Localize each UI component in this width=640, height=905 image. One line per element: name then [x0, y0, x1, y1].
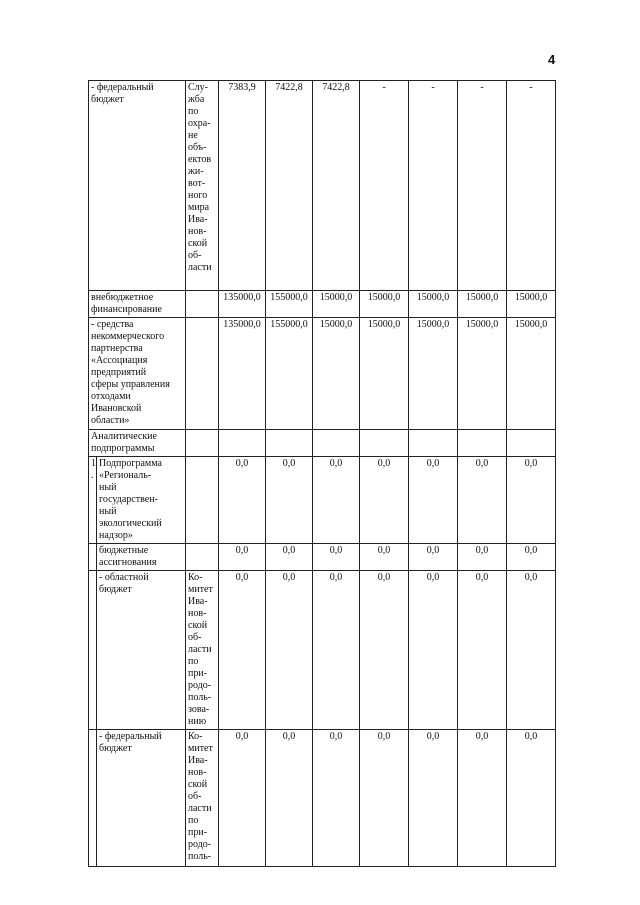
- empty-cell: [186, 430, 219, 457]
- executor-line: Слу-: [188, 82, 208, 93]
- table-row: [89, 730, 556, 867]
- value-cell: 15000,0: [409, 318, 458, 430]
- row-label-line: надзор»: [99, 530, 133, 541]
- executor-line: ской: [188, 238, 208, 249]
- value-cell: 0,0: [313, 544, 360, 571]
- value-cell: 15000,0: [458, 291, 507, 318]
- empty-cell: [360, 430, 409, 457]
- value-cell: 15000,0: [313, 318, 360, 430]
- executor-line: ного: [188, 190, 208, 201]
- empty-cell: [409, 430, 458, 457]
- row-label: [89, 318, 186, 430]
- executor-cell: [186, 544, 219, 571]
- executor-line: вот-: [188, 178, 206, 189]
- row-label-line: области»: [91, 415, 130, 426]
- value-cell: 0,0: [409, 730, 458, 867]
- executor-line: ласти: [188, 644, 212, 655]
- executor-line: Ива-: [188, 755, 208, 766]
- value-cell: 15000,0: [507, 318, 556, 430]
- value-cell: 0,0: [219, 730, 266, 867]
- value-cell: 0,0: [507, 457, 556, 544]
- executor-line: по: [188, 815, 199, 826]
- row-index: [89, 730, 97, 867]
- value-cell: 135000,0: [219, 291, 266, 318]
- value-cell: 0,0: [360, 730, 409, 867]
- value-cell: 0,0: [360, 544, 409, 571]
- executor-line: жи-: [188, 166, 204, 177]
- table-row: [89, 81, 556, 291]
- row-label-line: экологический: [99, 518, 162, 529]
- row-label: [97, 571, 186, 730]
- value-cell: 0,0: [458, 730, 507, 867]
- section-label-line: Аналитические: [91, 431, 157, 442]
- empty-cell: [266, 430, 313, 457]
- row-label-line: - федеральный: [99, 731, 162, 742]
- row-label-line: ный: [99, 482, 117, 493]
- value-cell: 0,0: [266, 730, 313, 867]
- row-label-line: бюджет: [99, 584, 132, 595]
- executor-cell: [186, 571, 219, 730]
- row-index: [89, 544, 97, 571]
- row-index: 1.: [89, 457, 97, 544]
- executor-line: нию: [188, 716, 207, 727]
- value-cell: 7422,8: [313, 81, 360, 291]
- row-label: [97, 730, 186, 867]
- value-cell: 0,0: [266, 571, 313, 730]
- executor-cell: [186, 291, 219, 318]
- empty-cell: [458, 430, 507, 457]
- executor-line: об-: [188, 632, 202, 643]
- row-label-line: - федеральный: [91, 82, 154, 93]
- executor-line: мира: [188, 202, 210, 213]
- value-cell: 0,0: [219, 544, 266, 571]
- value-cell: 15000,0: [360, 318, 409, 430]
- row-label-line: бюджет: [99, 743, 132, 754]
- executor-line: нов-: [188, 767, 207, 778]
- executor-line: митет: [188, 584, 213, 595]
- budget-table: [88, 80, 556, 867]
- value-cell: 15000,0: [507, 291, 556, 318]
- row-label-line: отходами: [91, 391, 131, 402]
- row-label-line: Ивановской: [91, 403, 142, 414]
- value-cell: 0,0: [507, 544, 556, 571]
- value-cell: 7422,8: [266, 81, 313, 291]
- row-label: [97, 457, 186, 544]
- row-label-line: бюджет: [91, 94, 124, 105]
- row-label-line: ассигнования: [99, 557, 157, 568]
- section-label-line: подпрограммы: [91, 443, 155, 454]
- page-number: 4: [548, 52, 556, 67]
- section-label: [89, 430, 186, 457]
- row-label-line: внебюджетное: [91, 292, 154, 303]
- value-cell: 0,0: [266, 544, 313, 571]
- executor-line: Ива-: [188, 214, 208, 225]
- executor-line: ектов: [188, 154, 212, 165]
- value-cell: 0,0: [458, 571, 507, 730]
- row-index: [89, 571, 97, 730]
- value-cell: 0,0: [507, 730, 556, 867]
- value-cell: 0,0: [360, 571, 409, 730]
- value-cell: 155000,0: [266, 291, 313, 318]
- executor-line: Ко-: [188, 731, 203, 742]
- executor-line: по: [188, 106, 199, 117]
- row-label: [89, 291, 186, 318]
- value-cell: 15000,0: [360, 291, 409, 318]
- row-label-line: финансирование: [91, 304, 162, 315]
- executor-cell: [186, 81, 219, 291]
- row-label-line: - областной: [99, 572, 149, 583]
- value-cell: 15000,0: [313, 291, 360, 318]
- executor-line: зова-: [188, 704, 210, 715]
- executor-line: не: [188, 130, 198, 141]
- table-row: [89, 571, 556, 730]
- executor-line: поль-: [188, 692, 212, 703]
- value-cell: 7383,9: [219, 81, 266, 291]
- value-cell: 0,0: [409, 457, 458, 544]
- value-cell: 15000,0: [458, 318, 507, 430]
- value-cell: 0,0: [313, 571, 360, 730]
- executor-line: нов-: [188, 226, 207, 237]
- value-cell: 135000,0: [219, 318, 266, 430]
- executor-line: об-: [188, 791, 202, 802]
- executor-line: ласти: [188, 262, 212, 273]
- row-label-line: сферы управления: [91, 379, 170, 390]
- executor-line: Ко-: [188, 572, 203, 583]
- executor-line: охра-: [188, 118, 211, 129]
- executor-line: объ-: [188, 142, 207, 153]
- value-cell: 0,0: [360, 457, 409, 544]
- row-label-line: некоммерческого: [91, 331, 165, 342]
- executor-line: митет: [188, 743, 213, 754]
- executor-cell: [186, 730, 219, 867]
- table-row: [89, 430, 556, 457]
- value-cell: -: [360, 81, 409, 291]
- row-label-line: - средства: [91, 319, 134, 330]
- table-row: [89, 291, 556, 318]
- row-label-line: «Ассоциация: [91, 355, 148, 366]
- executor-cell: [186, 318, 219, 430]
- executor-line: при-: [188, 827, 208, 838]
- executor-line: об-: [188, 250, 202, 261]
- value-cell: 0,0: [219, 571, 266, 730]
- executor-line: ласти: [188, 803, 212, 814]
- value-cell: 0,0: [458, 544, 507, 571]
- executor-line: ской: [188, 620, 208, 631]
- value-cell: 0,0: [507, 571, 556, 730]
- value-cell: 0,0: [313, 457, 360, 544]
- row-label-line: государствен-: [99, 494, 158, 505]
- value-cell: -: [409, 81, 458, 291]
- empty-cell: [313, 430, 360, 457]
- row-label-line: «Региональ-: [99, 470, 152, 481]
- executor-line: родо-: [188, 839, 212, 850]
- empty-cell: [507, 430, 556, 457]
- executor-line: жба: [188, 94, 205, 105]
- executor-line: нов-: [188, 608, 207, 619]
- table-row: [89, 457, 556, 544]
- empty-cell: [219, 430, 266, 457]
- value-cell: 155000,0: [266, 318, 313, 430]
- executor-line: родо-: [188, 680, 212, 691]
- row-label-line: предприятий: [91, 367, 147, 378]
- value-cell: 0,0: [313, 730, 360, 867]
- row-label-line: ный: [99, 506, 117, 517]
- row-label-line: Подпрограмма: [99, 458, 162, 469]
- value-cell: 0,0: [266, 457, 313, 544]
- value-cell: 15000,0: [409, 291, 458, 318]
- executor-line: поль-: [188, 851, 212, 862]
- value-cell: 0,0: [219, 457, 266, 544]
- row-label-line: бюджетные: [99, 545, 149, 556]
- executor-line: Ива-: [188, 596, 208, 607]
- executor-cell: [186, 457, 219, 544]
- table-row: [89, 318, 556, 430]
- executor-line: при-: [188, 668, 208, 679]
- value-cell: -: [458, 81, 507, 291]
- value-cell: 0,0: [409, 544, 458, 571]
- value-cell: -: [507, 81, 556, 291]
- table-row: [89, 544, 556, 571]
- executor-line: ской: [188, 779, 208, 790]
- executor-line: по: [188, 656, 199, 667]
- row-label-line: партнерства: [91, 343, 143, 354]
- value-cell: 0,0: [409, 571, 458, 730]
- row-label: [97, 544, 186, 571]
- value-cell: 0,0: [458, 457, 507, 544]
- row-label: [89, 81, 186, 291]
